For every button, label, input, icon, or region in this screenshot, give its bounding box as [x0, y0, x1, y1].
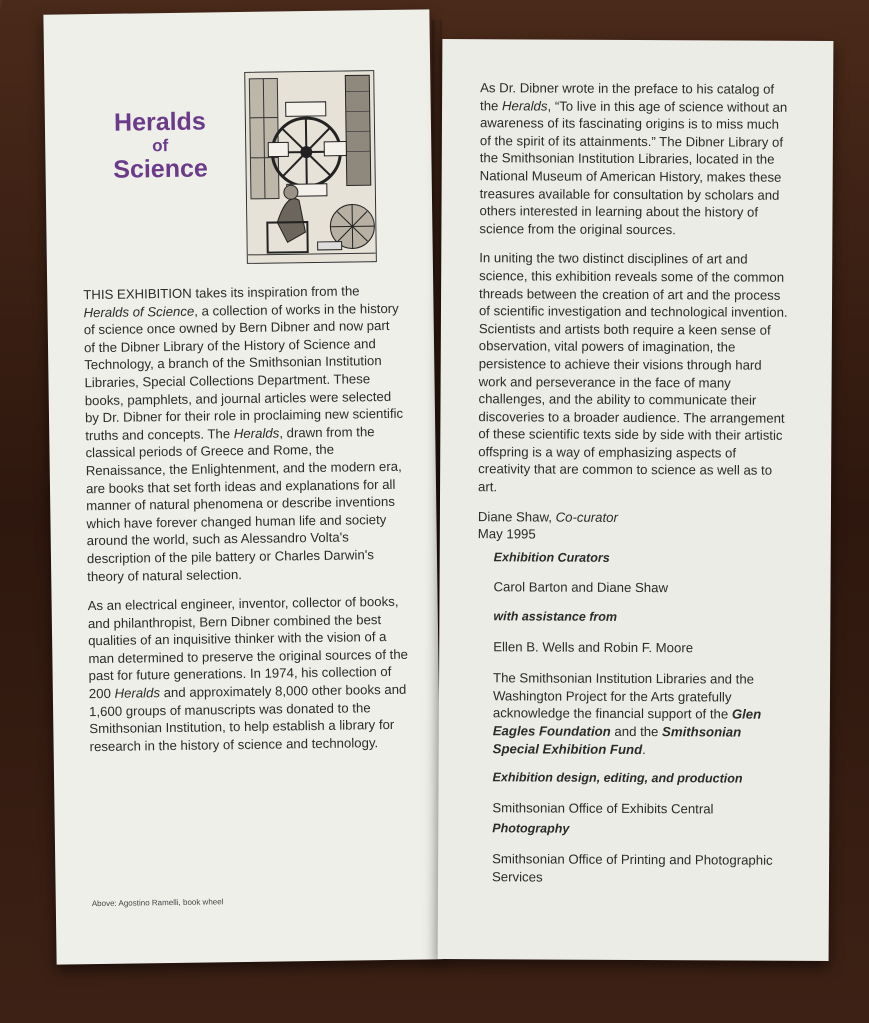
- signature-name: Diane Shaw,: [477, 508, 556, 525]
- ack-glen-eagles: Glen Eagles Foundation: [492, 706, 762, 739]
- design-credit: Smithsonian Office of Exhibits Central: [492, 800, 714, 817]
- title-line-heralds: Heralds: [113, 107, 206, 137]
- intro-text-a: THIS EXHIBITION takes its inspiration from the: [83, 283, 360, 303]
- preface-text-heralds: Heralds: [502, 97, 548, 114]
- image-caption: Above: Agostino Ramelli, book wheel: [91, 897, 224, 909]
- credits: [492, 549, 790, 887]
- intro-text-c: , drawn from the classical periods of Greece and Rome, the Renaissance, the Enlightenment, and the modern era, are books that set forth ideas and explanations for all manner of natural phenomena or describe inventions which have forever changed human life and society around the world, such as Alessandro Volta's description of the pile battery or Charles Darwin's theory of natural selection.: [85, 423, 402, 584]
- assistance-names: Ellen B. Wells and Robin F. Moore: [493, 638, 694, 655]
- dibner-text-b: and approximately 8,000 other books and 1,600 groups of manuscripts was donated to the Smithsonian Institution, to help establish a library for research in the history of science and technology.: [89, 681, 407, 755]
- assistance-heading: with assistance from: [493, 609, 618, 624]
- design-heading: Exhibition design, editing, and production: [492, 770, 743, 786]
- intro-text-b: , a collection of works in the history of science once owned by Bern Dibner and now part of the Dibner Library of the History of Science and Technology, a branch of the Smithsonian Institution Libraries, Special Collections Department. These books, pamphlets, and journal articles were selected by Dr. Dibner for their role in proclaiming new scientific truths and concepts. The: [83, 300, 404, 443]
- intro-paragraph: [83, 282, 407, 586]
- title-line-science: Science: [113, 154, 208, 184]
- preface-text-b: , “To live in this age of science without an awareness of its fascinating origins is to miss much of the spirit of its attainments.” The Dibner Library of the Smithsonian Institution Libraries, located in the National Museum of American History, makes these treasures available for consultation by scholars and others interested in learning about the history of science from the original sources.: [479, 98, 788, 237]
- title-line-of: of: [152, 136, 169, 156]
- right-page: [438, 39, 834, 961]
- curators-names: Carol Barton and Diane Shaw: [493, 579, 669, 596]
- intro-text-heralds: Heralds: [233, 425, 280, 441]
- brochure-title: [100, 107, 221, 184]
- left-body-text: [83, 282, 410, 768]
- curators-heading: Exhibition Curators: [493, 550, 610, 565]
- ack-special-fund: Smithsonian Special Exhibition Fund: [492, 724, 742, 757]
- intro-text-heralds-of-science: Heralds of Science: [83, 303, 195, 320]
- ack-text-d: .: [642, 741, 646, 757]
- art-science-paragraph: In uniting the two distinct disciplines of art and science, this exhibition reveals some of the common threads between the creation of art and the process of scientific investigation and technological invention. Scientists and artists both require a keen sense of observation, vital powers of imagination, the persistence to achieve their visions through hard work and perseverance in the face of many challenges, and the ability to communicate their discoveries to a broader audience. The arrangement of these scientific texts side by side with their artistic offspring is a way of emphasizing aspects of creativity that are common to science as well as to art.: [478, 250, 788, 495]
- dibner-text-a: As an electrical engineer, inventor, collector of books, and philanthropist, Bern Dibner combined the best qualities of an inquisitive thinker with the vision of a man determined to preserve the original sources of the past for future generations. In 1974, his collection of 200: [87, 593, 409, 702]
- photography-heading: Photography: [492, 821, 570, 837]
- preface-text-a: As Dr. Dibner wrote in the preface to his catalog of the: [480, 80, 775, 113]
- right-body-text: [476, 79, 792, 899]
- signature: [478, 508, 790, 527]
- acknowledgement: [493, 669, 789, 759]
- signature-date: May 1995: [477, 526, 536, 542]
- book-wheel-engraving: [244, 70, 377, 264]
- ack-text-c: and the: [610, 723, 663, 740]
- left-page: [43, 9, 442, 964]
- signature-role: Co-curator: [555, 509, 618, 525]
- ack-text-a: The Smithsonian Institution Libraries and the Washington Project for the Arts gratefully acknowledge the financial support of the: [492, 670, 755, 722]
- dibner-text-heralds: Heralds: [114, 685, 161, 701]
- dibner-paragraph: [88, 593, 410, 756]
- photography-credit: Smithsonian Office of Printing and Photographic Services: [491, 851, 773, 885]
- preface-paragraph: [479, 79, 792, 239]
